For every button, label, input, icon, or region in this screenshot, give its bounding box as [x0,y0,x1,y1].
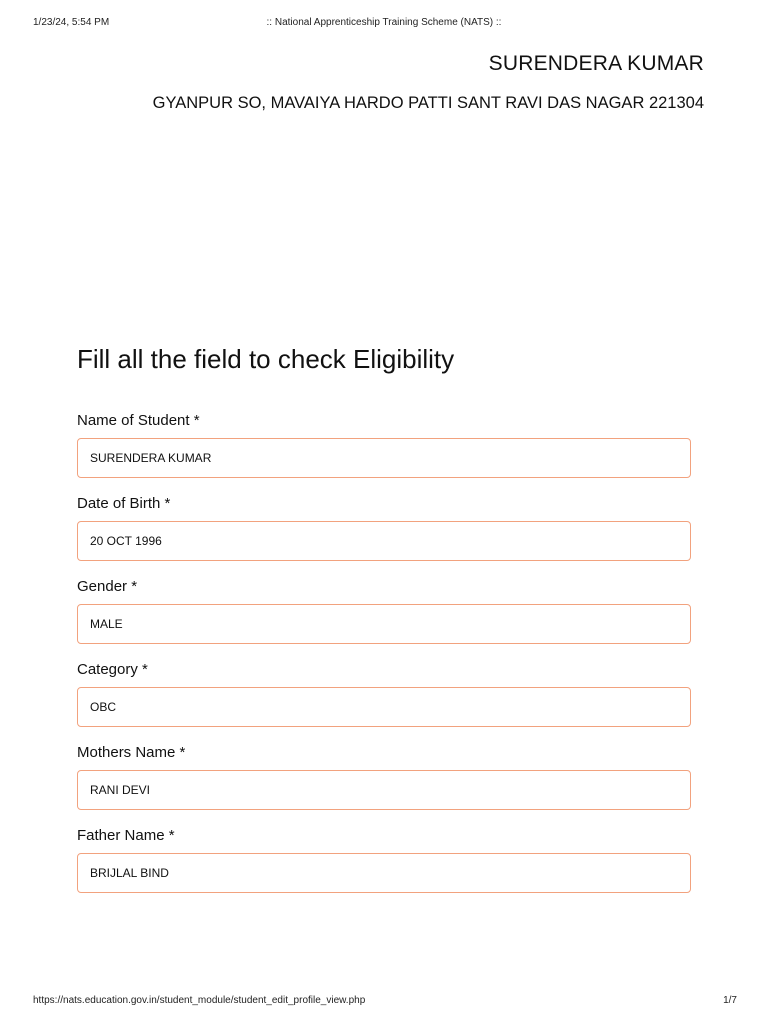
field-name-of-student [77,410,691,493]
father-name-label: Father Name * [77,827,175,844]
print-page-url: https://nats.education.gov.in/student_module/student_edit_profile_view.php [33,995,366,1006]
father-name-input[interactable]: BRIJLAL BIND [77,853,691,893]
date-of-birth-input[interactable]: 20 OCT 1996 [77,521,691,561]
field-gender [77,576,691,659]
print-page-number: 1/7 [723,995,737,1006]
profile-student-name: SURENDERA KUMAR [488,52,704,75]
gender-label: Gender * [77,578,138,595]
print-document-title: :: National Apprenticeship Training Scheme (NATS) :: [266,17,502,28]
profile-student-address: GYANPUR SO, MAVAIYA HARDO PATTI SANT RAVI DAS NAGAR 221304 [152,94,704,112]
field-category [77,659,691,742]
field-father-name [77,825,691,908]
gender-input[interactable]: MALE [77,604,691,644]
name-of-student-label: Name of Student * [77,412,200,429]
form-heading: Fill all the field to check Eligibility [77,344,455,374]
field-mothers-name [77,742,691,825]
category-label: Category * [77,661,148,678]
name-of-student-input[interactable]: SURENDERA KUMAR [77,438,691,478]
mothers-name-input[interactable]: RANI DEVI [77,770,691,810]
eligibility-form [77,410,691,908]
print-header [0,17,768,31]
date-of-birth-label: Date of Birth * [77,495,171,512]
mothers-name-label: Mothers Name * [77,744,186,761]
category-input[interactable]: OBC [77,687,691,727]
print-footer [0,995,768,1009]
print-datetime: 1/23/24, 5:54 PM [33,17,110,28]
field-date-of-birth [77,493,691,576]
